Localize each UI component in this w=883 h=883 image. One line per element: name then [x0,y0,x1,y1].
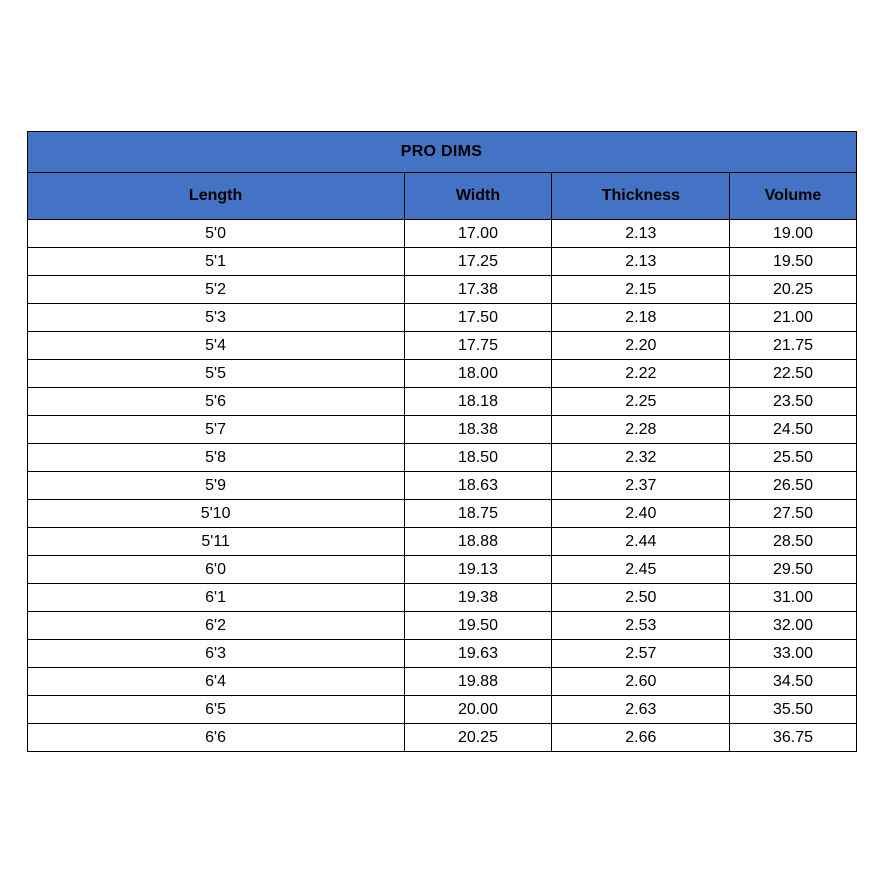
table-row [27,724,856,752]
table-row [27,416,856,444]
table-row [27,360,856,388]
cell-thickness: 2.32 [552,444,730,472]
table-row [27,248,856,276]
cell-width: 18.50 [404,444,552,472]
pro-dims-table [27,131,857,752]
cell-thickness: 2.13 [552,248,730,276]
cell-width: 18.00 [404,360,552,388]
table-row [27,276,856,304]
cell-thickness: 2.60 [552,668,730,696]
cell-volume: 21.00 [730,304,856,332]
cell-width: 19.88 [404,668,552,696]
cell-thickness: 2.28 [552,416,730,444]
cell-width: 17.25 [404,248,552,276]
cell-volume: 29.50 [730,556,856,584]
cell-volume: 28.50 [730,528,856,556]
cell-volume: 20.25 [730,276,856,304]
table-row [27,500,856,528]
cell-width: 17.38 [404,276,552,304]
pro-dims-table-container [27,131,857,752]
table-row [27,528,856,556]
cell-length: 5'8 [27,444,404,472]
cell-length: 6'3 [27,640,404,668]
cell-length: 5'3 [27,304,404,332]
cell-width: 18.18 [404,388,552,416]
table-header-row [27,173,856,220]
table-row [27,696,856,724]
cell-volume: 19.50 [730,248,856,276]
cell-thickness: 2.53 [552,612,730,640]
cell-length: 5'5 [27,360,404,388]
cell-width: 19.50 [404,612,552,640]
cell-thickness: 2.18 [552,304,730,332]
cell-length: 5'4 [27,332,404,360]
table-row [27,640,856,668]
cell-thickness: 2.22 [552,360,730,388]
cell-thickness: 2.66 [552,724,730,752]
cell-thickness: 2.20 [552,332,730,360]
cell-volume: 23.50 [730,388,856,416]
cell-length: 6'2 [27,612,404,640]
cell-thickness: 2.50 [552,584,730,612]
cell-volume: 27.50 [730,500,856,528]
column-header-width: Width [404,173,552,220]
cell-thickness: 2.25 [552,388,730,416]
cell-thickness: 2.45 [552,556,730,584]
table-title-row [27,132,856,173]
table-row [27,472,856,500]
cell-width: 17.75 [404,332,552,360]
cell-width: 19.13 [404,556,552,584]
cell-length: 5'2 [27,276,404,304]
cell-length: 5'1 [27,248,404,276]
table-row [27,388,856,416]
cell-volume: 19.00 [730,220,856,248]
cell-width: 17.00 [404,220,552,248]
cell-width: 18.38 [404,416,552,444]
table-row [27,584,856,612]
cell-length: 5'7 [27,416,404,444]
column-header-length: Length [27,173,404,220]
cell-length: 6'0 [27,556,404,584]
cell-length: 5'6 [27,388,404,416]
cell-length: 6'6 [27,724,404,752]
cell-thickness: 2.63 [552,696,730,724]
cell-length: 5'0 [27,220,404,248]
cell-width: 17.50 [404,304,552,332]
cell-thickness: 2.37 [552,472,730,500]
cell-volume: 21.75 [730,332,856,360]
cell-length: 6'4 [27,668,404,696]
cell-width: 20.25 [404,724,552,752]
cell-volume: 24.50 [730,416,856,444]
cell-length: 5'10 [27,500,404,528]
cell-thickness: 2.13 [552,220,730,248]
cell-width: 19.63 [404,640,552,668]
cell-length: 5'9 [27,472,404,500]
table-row [27,556,856,584]
table-row [27,304,856,332]
cell-width: 20.00 [404,696,552,724]
cell-volume: 36.75 [730,724,856,752]
cell-volume: 31.00 [730,584,856,612]
cell-length: 6'5 [27,696,404,724]
table-row [27,444,856,472]
cell-volume: 26.50 [730,472,856,500]
table-row [27,668,856,696]
cell-volume: 33.00 [730,640,856,668]
cell-volume: 22.50 [730,360,856,388]
column-header-thickness: Thickness [552,173,730,220]
table-row [27,612,856,640]
cell-length: 6'1 [27,584,404,612]
cell-volume: 35.50 [730,696,856,724]
column-header-volume: Volume [730,173,856,220]
cell-width: 18.63 [404,472,552,500]
cell-thickness: 2.40 [552,500,730,528]
cell-length: 5'11 [27,528,404,556]
table-row [27,332,856,360]
cell-width: 18.75 [404,500,552,528]
cell-thickness: 2.44 [552,528,730,556]
cell-volume: 34.50 [730,668,856,696]
table-title: PRO DIMS [27,132,856,173]
cell-width: 18.88 [404,528,552,556]
cell-volume: 32.00 [730,612,856,640]
cell-thickness: 2.57 [552,640,730,668]
table-row [27,220,856,248]
cell-width: 19.38 [404,584,552,612]
cell-volume: 25.50 [730,444,856,472]
cell-thickness: 2.15 [552,276,730,304]
